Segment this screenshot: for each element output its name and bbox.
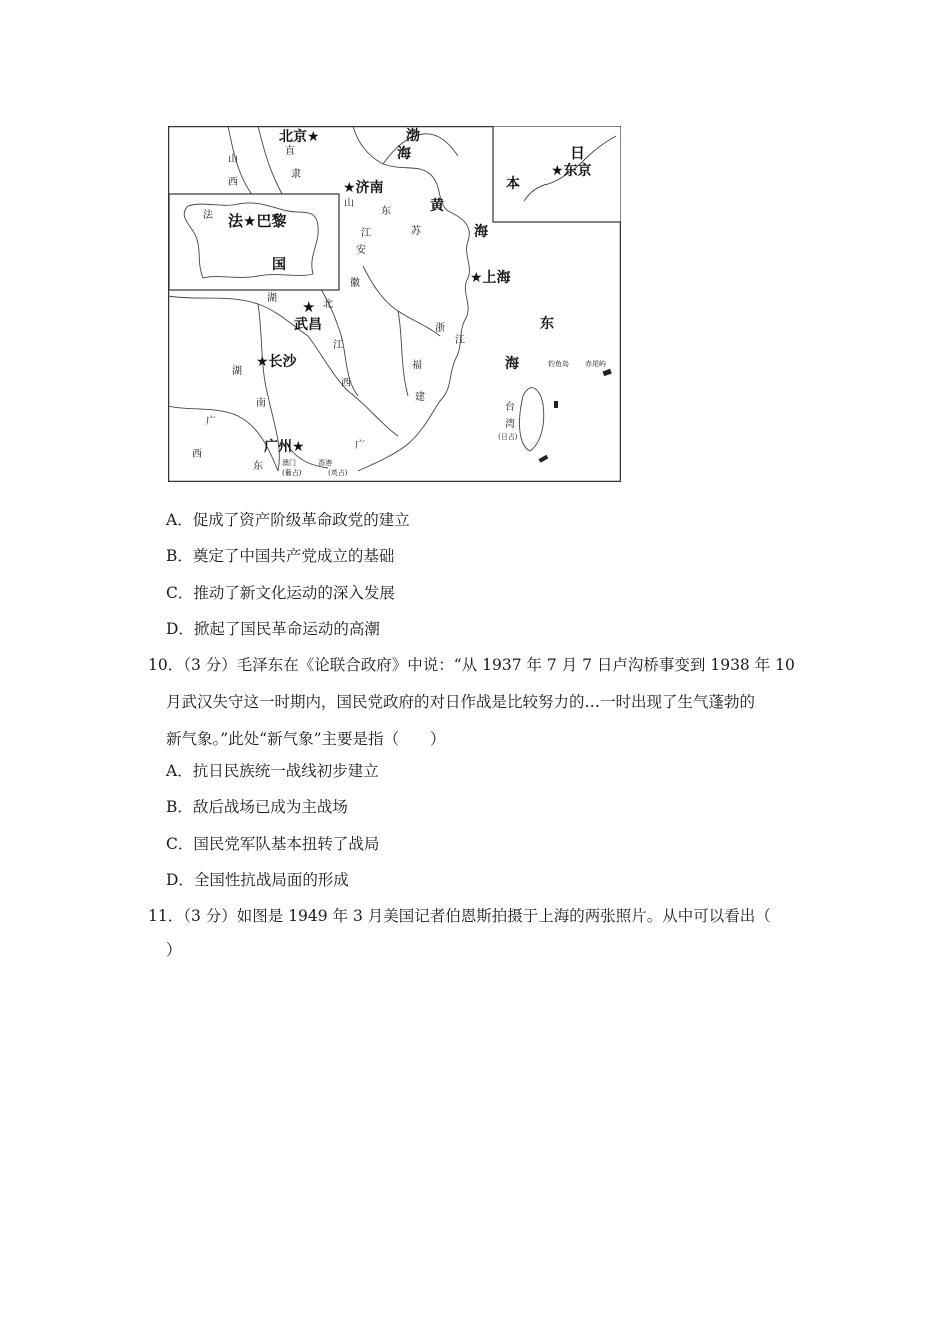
q9-option-a[interactable]: A．促成了资产阶级革命政党的建立	[166, 511, 410, 529]
wuchang-star: ★	[302, 298, 316, 316]
france-inset	[169, 194, 339, 290]
q10-option-a[interactable]: A．抗日民族统一战线初步建立	[166, 762, 379, 780]
svg-text:海: 海	[397, 146, 411, 162]
svg-text:江: 江	[455, 335, 465, 346]
city-guangzhou: 广州★	[264, 439, 305, 455]
q11-stem-line1: 11．（3 分）如图是 1949 年 3 月美国记者伯恩斯拍摄于上海的两张照片。从中可以看出（	[148, 907, 771, 925]
city-wuchang: 武昌	[294, 317, 322, 333]
city-jinan: ★济南	[343, 180, 384, 196]
svg-text:本: 本	[506, 176, 520, 192]
svg-text:徽: 徽	[350, 278, 360, 289]
svg-text:黄: 黄	[430, 198, 444, 214]
svg-text:渤: 渤	[406, 128, 420, 144]
svg-text:广: 广	[355, 440, 365, 451]
city-changsha: ★长沙	[256, 354, 297, 370]
svg-text:(日占): (日占)	[498, 433, 518, 441]
svg-text:安: 安	[356, 245, 366, 256]
city-paris: 法★巴黎	[228, 212, 287, 230]
svg-text:湾: 湾	[505, 419, 515, 430]
q11-stem-line2: ）	[166, 941, 182, 959]
svg-text:江: 江	[333, 340, 343, 351]
q10-stem-line1: 10．（3 分）毛泽东在《论联合政府》中说：“从 1937 年 7 月 7 日卢沟桥事变到 1938 年 10	[148, 656, 795, 674]
svg-text:山: 山	[344, 198, 354, 209]
svg-text:东: 东	[540, 316, 554, 332]
q10-stem-line2: 月武汉失守这一时期内，国民党政府的对日作战是比较努力的…一时出现了生气蓬勃的	[166, 693, 756, 711]
svg-text:西: 西	[341, 378, 351, 389]
city-beijing: 北京★	[279, 129, 320, 145]
city-tokyo: ★东京	[551, 163, 592, 179]
svg-text:湖: 湖	[267, 293, 277, 304]
q10-option-c[interactable]: C．国民党军队基本扭转了战局	[166, 835, 380, 853]
q10-stem-line3: 新气象。”此处“新气象”主要是指（ ）	[166, 730, 446, 748]
q9-option-c[interactable]: C．推动了新文化运动的深入发展	[166, 584, 395, 602]
svg-text:江: 江	[361, 228, 371, 239]
svg-text:北: 北	[323, 299, 333, 310]
svg-text:隶: 隶	[291, 169, 301, 180]
svg-text:海: 海	[474, 224, 488, 240]
svg-text:苏: 苏	[411, 226, 421, 237]
svg-text:浙: 浙	[435, 323, 445, 334]
island-small	[554, 401, 558, 408]
svg-text:南: 南	[256, 398, 266, 409]
svg-text:赤尾屿: 赤尾屿	[585, 360, 606, 368]
svg-text:东: 东	[381, 206, 391, 217]
q10-option-b[interactable]: B．敌后战场已成为主战场	[166, 798, 348, 816]
q10-option-d[interactable]: D．全国性抗战局面的形成	[166, 871, 349, 889]
svg-text:山: 山	[228, 154, 238, 165]
svg-text:福: 福	[412, 360, 422, 371]
svg-text:台: 台	[505, 402, 515, 413]
svg-text:广: 广	[206, 416, 216, 427]
q9-option-d[interactable]: D．掀起了国民革命运动的高潮	[166, 620, 380, 638]
svg-text:国: 国	[272, 257, 286, 273]
svg-text:钓鱼岛: 钓鱼岛	[548, 360, 569, 368]
svg-text:澳门: 澳门	[282, 459, 296, 467]
svg-text:香港: 香港	[318, 459, 332, 467]
svg-text:海: 海	[505, 356, 519, 372]
svg-text:(葡占): (葡占)	[282, 469, 302, 477]
svg-text:西: 西	[192, 449, 202, 460]
svg-text:直: 直	[285, 146, 295, 157]
svg-text:西: 西	[228, 177, 238, 188]
svg-text:(英占): (英占)	[328, 469, 348, 477]
historical-map	[168, 126, 621, 482]
svg-text:东: 东	[253, 461, 263, 472]
svg-text:建: 建	[415, 392, 425, 403]
svg-text:日: 日	[570, 144, 586, 162]
svg-text:湖: 湖	[232, 366, 242, 377]
svg-text:法: 法	[203, 210, 213, 221]
q9-option-b[interactable]: B．奠定了中国共产党成立的基础	[166, 547, 395, 565]
city-shanghai: ★上海	[470, 270, 511, 286]
